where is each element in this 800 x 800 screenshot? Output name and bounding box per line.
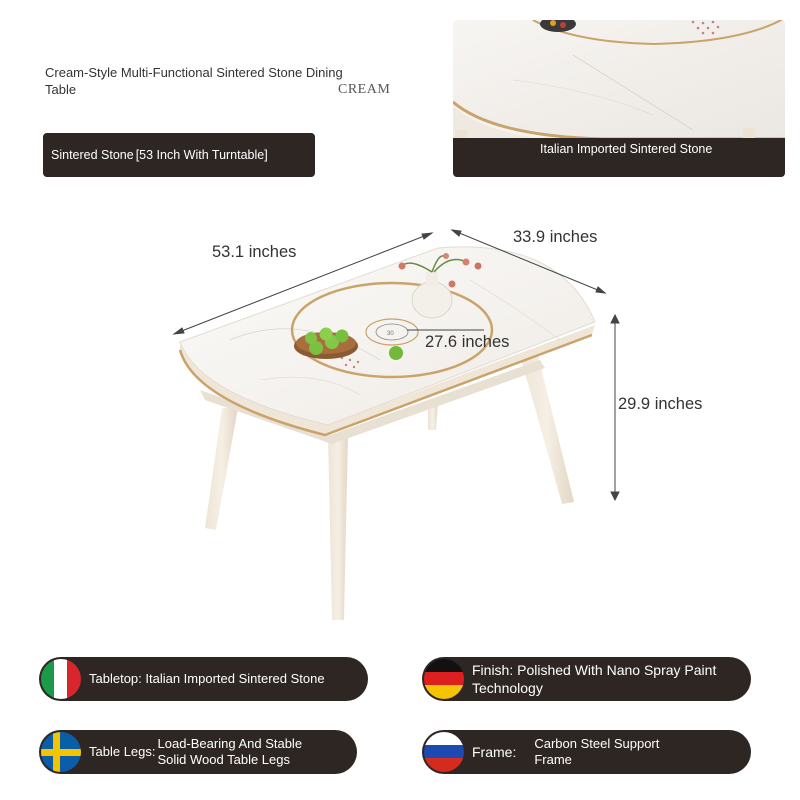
product-title: Cream-Style Multi-Functional Sintered Stone Dining Table	[45, 65, 343, 97]
feature-table-legs-key: Table Legs:	[89, 744, 156, 759]
variant-material: Sintered Stone	[51, 148, 134, 162]
dining-table-illustration	[0, 190, 800, 640]
feature-finish	[422, 657, 751, 701]
height-label: 29.9 inches	[618, 395, 703, 413]
front-center-leg	[328, 435, 348, 620]
variant-badge	[43, 133, 315, 177]
feature-tabletop-label: Tabletop: Italian Imported Sintered Stone	[89, 671, 325, 686]
feature-tabletop	[39, 657, 368, 701]
feature-table-legs	[39, 730, 357, 774]
right-leg	[520, 355, 574, 504]
feature-frame-key: Frame:	[472, 744, 517, 760]
feature-table-legs-label: Load-Bearing And Stable Solid Wood Table Legs	[157, 736, 303, 767]
germany-flag-icon	[424, 659, 464, 699]
brand-logo: CREAM	[338, 82, 391, 97]
table-dimension-diagram	[0, 190, 800, 640]
italy-flag-icon	[41, 659, 81, 699]
feature-frame	[422, 730, 751, 774]
length-label: 53.1 inches	[212, 243, 297, 261]
svg-text:30: 30	[387, 331, 394, 337]
feature-frame-label: Carbon Steel Support Frame	[534, 736, 660, 767]
russia-flag-icon	[424, 732, 464, 772]
variant-size: [53 Inch With Turntable]	[135, 148, 268, 162]
front-left-leg	[205, 408, 238, 530]
sweden-flag-icon	[41, 732, 81, 772]
photo-caption: Italian Imported Sintered Stone	[453, 138, 785, 177]
tabletop-closeup-photo	[453, 20, 785, 177]
feature-finish-label: Finish: Polished With Nano Spray Paint Technology	[472, 662, 717, 696]
width-label: 33.9 inches	[513, 228, 598, 246]
turntable-diameter-label: 27.6 inches	[425, 333, 510, 351]
